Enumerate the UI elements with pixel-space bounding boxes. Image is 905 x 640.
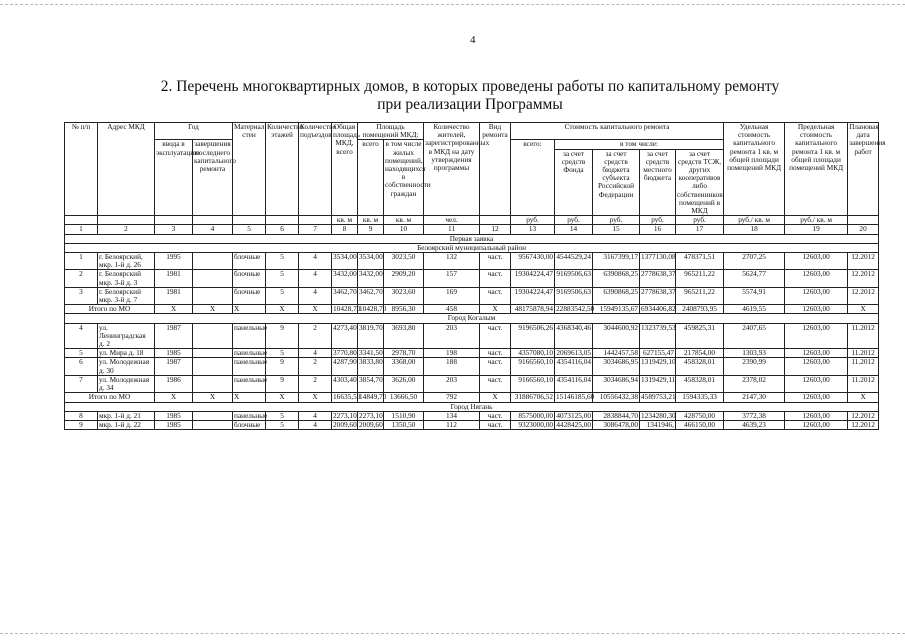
unit-cell: чел. <box>424 216 480 225</box>
table-cell: 13666,50 <box>384 393 424 402</box>
table-cell <box>193 411 233 420</box>
table-cell: 217854,00 <box>676 349 724 358</box>
table-cell: 4 <box>299 253 332 270</box>
table-cell: X <box>193 305 233 314</box>
table-cell: 1995 <box>155 253 193 270</box>
table-cell: ул. Ленинградская д. 2 <box>98 323 155 349</box>
col-owners-header: за счет средств ТСЖ, других кооперативов либо собственников помещений в МКД <box>677 148 723 216</box>
table-cell: 8 <box>332 225 358 234</box>
table-cell: 4073125,00 <box>556 410 592 420</box>
table-cell: част. <box>480 323 511 349</box>
table-cell: X <box>233 305 266 314</box>
table-cell: ул. Мира д. 18 <box>98 349 155 358</box>
table-cell: 2 <box>299 323 332 349</box>
table-cell: 4639,23 <box>724 420 785 429</box>
table-cell: 7 <box>299 225 332 234</box>
table-cell: 5 <box>266 270 299 287</box>
col-last-repair-header: завершения последнего капитального ремонта <box>193 140 233 216</box>
page-number: 4 <box>470 34 476 46</box>
table-cell: X <box>155 305 193 314</box>
table-cell: 5 <box>266 349 299 358</box>
title-line-2: при реализации Программы <box>377 96 563 113</box>
title-line-1: 2. Перечень многоквартирных домов, в которых проведены работы по капитальному ремонту <box>160 78 780 95</box>
table-cell: 12.2012 <box>848 411 879 420</box>
table-cell: 4 <box>299 349 332 358</box>
table-cell: 48175878,94 <box>511 305 555 314</box>
table-row <box>65 323 879 349</box>
table-cell: 2778638,37 <box>640 287 676 304</box>
table-cell <box>193 323 233 349</box>
table-cell: 1985 <box>155 411 193 420</box>
table-cell: 10 <box>384 225 424 234</box>
table-cell: част. <box>480 253 511 270</box>
table-cell: 1319429,10 <box>640 358 676 375</box>
table-cell: 4 <box>299 411 332 420</box>
table-cell <box>193 253 233 270</box>
table-cell: 4354116,04 <box>555 375 593 392</box>
table-cell: блочные <box>233 287 266 304</box>
bottom-rule <box>0 633 905 634</box>
table-cell: 16635,50 <box>333 392 361 402</box>
table-cell: X <box>155 393 193 402</box>
table-cell: 8575000,00 <box>511 411 555 420</box>
table-cell: 3368,00 <box>384 358 424 375</box>
table-cell: 12603,00 <box>785 253 848 270</box>
table-cell: мкр. 1-й д. 21 <box>98 411 155 420</box>
table-cell: 13 <box>511 225 555 234</box>
table-cell: 1442457,58 <box>593 349 640 358</box>
table-cell: 3023,60 <box>384 287 424 304</box>
table-cell: 4589753,21 <box>641 392 676 402</box>
table-cell: 9169506,63 <box>555 270 593 287</box>
table-cell: ул. Молодежная д. 34 <box>98 375 155 392</box>
table-cell: Город Нягань <box>65 402 879 411</box>
table-cell: 2909,20 <box>384 270 424 287</box>
table-cell: 2407,65 <box>724 323 785 349</box>
table-cell: 6 <box>266 225 299 234</box>
table-cell: 2 <box>98 225 155 234</box>
col-cost-incl-header: в том числе: <box>555 140 724 149</box>
table-cell: 12.2012 <box>848 253 879 270</box>
table-cell: 19304224,47 <box>511 287 555 304</box>
table-cell: 22883542,50 <box>556 304 595 314</box>
table-cell <box>193 349 233 358</box>
table-cell: 4357080,10 <box>511 349 555 358</box>
table-cell: 1981 <box>155 270 193 287</box>
district-row <box>65 402 879 411</box>
table-cell: 4544529,24 <box>555 253 593 270</box>
col-max-cost-header: Предельная стоимость капитального ремонта 1 кв. м общей площади помещений МКД <box>785 123 848 216</box>
table-cell: Первая заявка <box>65 234 879 243</box>
table-row <box>65 253 879 270</box>
table-cell: 4 <box>193 225 233 234</box>
table-cell: 9 <box>358 225 384 234</box>
document-title <box>150 78 790 114</box>
table-cell: 2707,25 <box>724 253 785 270</box>
district-row <box>65 314 879 323</box>
table-cell: панельные <box>233 358 266 375</box>
table-cell: 2 <box>299 358 332 375</box>
col-repair-type-header: Вид ремонта <box>480 123 511 216</box>
col-wall-header: Материал стен <box>233 123 266 216</box>
table-cell: 12 <box>480 225 511 234</box>
table-cell: 8 <box>65 411 98 420</box>
table-cell: 6390868,25 <box>593 270 640 287</box>
table-cell: 1303,93 <box>724 349 785 358</box>
table-cell: 9166560,10 <box>511 358 555 375</box>
table-cell: 627155,47 <box>640 349 676 358</box>
table-cell: 5 <box>266 420 299 429</box>
top-rule <box>0 4 905 5</box>
table-body <box>65 225 879 430</box>
col-residents-header: Количество жителей, зарегистрированных в МКД на дату утверждения программы <box>424 123 480 216</box>
col-commission-header: ввода в эксплуатацию <box>155 140 193 216</box>
table-cell: панельные <box>233 375 266 392</box>
table-cell: 12603,00 <box>785 411 848 420</box>
table-cell: 6390868,25 <box>593 287 640 304</box>
table-cell: 12603,00 <box>785 393 848 402</box>
table-cell: 11 <box>424 225 480 234</box>
table-cell: 12.2012 <box>848 287 879 304</box>
table-cell: 4 <box>299 270 332 287</box>
table-row <box>65 358 879 375</box>
table-cell: 7 <box>65 375 98 392</box>
table-cell: 3772,38 <box>724 411 785 420</box>
table-cell: 134 <box>424 411 480 420</box>
table-cell: 4354116,04 <box>555 358 593 375</box>
table-cell: 17 <box>676 225 724 234</box>
table-cell: част. <box>480 349 511 358</box>
table-cell <box>193 270 233 287</box>
table-cell: 2147,30 <box>724 393 785 402</box>
table-cell: 6 <box>65 358 98 375</box>
table-cell: 19 <box>785 225 848 234</box>
table-cell: 5574,91 <box>724 287 785 304</box>
col-regional-header: за счет средств бюджета субъекта Российской Федерации <box>593 149 640 216</box>
table-cell: X <box>299 305 332 314</box>
table-cell: 1 <box>65 253 98 270</box>
table-cell: 3432,00 <box>358 270 384 287</box>
table-cell: 478371,51 <box>676 253 724 270</box>
table-cell <box>193 420 233 429</box>
col-cost-header: Стоимость капитального ремонта <box>511 123 724 140</box>
table-cell: 5 <box>65 349 98 358</box>
table-cell: 3432,00 <box>332 270 358 287</box>
table-cell: X <box>480 393 511 402</box>
col-fund-header: за счет средств Фонда <box>555 149 593 216</box>
table-cell: 4368340,46 <box>555 323 593 349</box>
houses-table <box>64 122 886 430</box>
table-cell <box>193 358 233 375</box>
unit-cell: руб. <box>640 216 676 225</box>
table-cell: X <box>266 305 299 314</box>
table-cell: 4273,40 <box>332 323 358 349</box>
table-cell: 4 <box>299 287 332 304</box>
table-cell: 3854,70 <box>358 375 384 392</box>
table-cell: X <box>193 393 233 402</box>
table-cell: 31886706,52 <box>511 393 555 402</box>
table-cell: 2 <box>65 270 98 287</box>
table-cell: 11.2012 <box>848 323 879 349</box>
table-cell: 1985 <box>155 349 193 358</box>
table-cell: 9 <box>266 323 299 349</box>
table-cell: 3034686,95 <box>593 358 640 375</box>
table-cell: 1319429,11 <box>640 375 676 392</box>
table-cell: 203 <box>424 375 480 392</box>
table-cell: X <box>233 393 266 402</box>
table-cell: 188 <box>424 358 480 375</box>
table-cell: 2408793,95 <box>676 305 724 314</box>
table-cell: 11.2012 <box>848 375 879 392</box>
table-cell: 9 <box>266 358 299 375</box>
table-cell: 12.2012 <box>848 420 879 429</box>
table-cell: 4 <box>65 323 98 349</box>
table-cell: 11.2012 <box>848 349 879 358</box>
table-cell: Город Когалым <box>65 314 879 323</box>
table-cell: 792 <box>424 393 480 402</box>
table-cell: част. <box>480 411 511 420</box>
table-cell: 2009,60 <box>359 419 383 429</box>
table-cell: 9323000,00 <box>511 420 555 429</box>
table-cell: 1981 <box>155 287 193 304</box>
table-cell: 19304224,47 <box>511 270 555 287</box>
table-cell: 12603,00 <box>785 420 848 429</box>
table-cell: 10428,70 <box>359 304 387 314</box>
table-cell: X <box>848 393 879 402</box>
table-cell: 18 <box>724 225 785 234</box>
table-cell: 12603,00 <box>785 349 848 358</box>
table-cell: 458 <box>424 305 480 314</box>
table-cell: 458328,01 <box>676 358 724 375</box>
col-entrances-header: Количество подъездов <box>299 123 332 216</box>
col-unit-cost-header: Удельная стоимость капитального ремонта 1 кв. м общей площади помещений МКД <box>724 123 785 216</box>
table-cell: 12603,00 <box>785 358 848 375</box>
table-cell: 466150,00 <box>676 420 724 429</box>
section-row <box>65 234 879 243</box>
table-cell: 1341946, <box>640 420 676 429</box>
table-cell: 3693,80 <box>384 323 424 349</box>
table-cell: 1377130,08 <box>640 253 676 270</box>
table-cell: 14 <box>555 225 593 234</box>
table-cell: 15 <box>593 225 640 234</box>
table-cell: 1234280,30 <box>641 410 676 420</box>
table-cell: 3626,00 <box>384 375 424 392</box>
table-cell: 5624,77 <box>724 270 785 287</box>
table-row <box>65 287 879 304</box>
table-cell: X <box>299 393 332 402</box>
table-cell: 4428425,00 <box>556 419 592 429</box>
unit-cell: руб. <box>511 216 555 225</box>
table-cell: 3341,50 <box>359 348 383 358</box>
table-cell: блочные <box>233 420 266 429</box>
table-cell: 112 <box>424 420 480 429</box>
table-cell: част. <box>480 358 511 375</box>
table-cell: Итого по МО <box>65 305 155 314</box>
table-cell: блочные <box>233 270 266 287</box>
table-cell: 2009,60 <box>333 419 357 429</box>
table-cell: г. Белоярский мкр. 3-й д. 3 <box>98 270 155 287</box>
unit-cell: кв. м <box>332 216 358 225</box>
table-cell: X <box>266 393 299 402</box>
unit-cell: руб./ кв. м <box>785 216 848 225</box>
table-cell: 12.2012 <box>848 270 879 287</box>
table-cell: 2978,70 <box>384 349 424 358</box>
table-cell <box>193 287 233 304</box>
unit-cell: руб. <box>555 216 593 225</box>
table-cell: 3833,80 <box>358 358 384 375</box>
table-cell: г. Белоярский мкр. 3-й д. 7 <box>98 287 155 304</box>
table-cell: 4 <box>299 420 332 429</box>
table-cell: 3770,80 <box>333 348 357 358</box>
table-cell: 2273,10 <box>333 410 357 420</box>
table-cell: панельные <box>233 323 266 349</box>
total-row <box>65 393 879 402</box>
table-cell: 4619,55 <box>724 305 785 314</box>
table-cell: 1 <box>65 225 98 234</box>
col-residential-header: в том числе жилых помещений, находящихся в собственности граждан <box>384 140 424 216</box>
table-cell <box>193 375 233 392</box>
table-cell: 3534,00 <box>358 253 384 270</box>
table-cell: 16 <box>640 225 676 234</box>
table-cell: 2778638,37 <box>640 270 676 287</box>
table-cell: 132 <box>424 253 480 270</box>
table-cell: 157 <box>424 270 480 287</box>
unit-cell: кв. м <box>358 216 384 225</box>
unit-cell: руб./ кв. м <box>724 216 785 225</box>
table-cell: 5 <box>233 225 266 234</box>
table-cell: 3462,70 <box>358 287 384 304</box>
table-cell: 1350,50 <box>384 420 424 429</box>
table-cell: 6934406,82 <box>641 304 676 314</box>
table-cell: 4287,90 <box>332 358 358 375</box>
table-cell: 428750,00 <box>676 411 724 420</box>
table-cell: X <box>848 305 879 314</box>
table-cell: 2390,99 <box>724 358 785 375</box>
table-cell: 12603,00 <box>785 270 848 287</box>
unit-cell: руб. <box>676 216 724 225</box>
table-cell: 198 <box>424 349 480 358</box>
table-row <box>65 270 879 287</box>
table-cell: 14849,70 <box>359 392 387 402</box>
table-cell: 5 <box>266 253 299 270</box>
table-cell: панельные <box>234 410 268 420</box>
col-cost-total-header: всего: <box>511 140 555 216</box>
table-cell: 2378,02 <box>724 375 785 392</box>
table-cell: 9169506,63 <box>555 287 593 304</box>
table-cell: 4303,40 <box>332 375 358 392</box>
table-cell: 8956,30 <box>384 305 424 314</box>
table-cell: 1986 <box>155 375 193 392</box>
table-cell: 3534,00 <box>332 253 358 270</box>
unit-cell: руб. <box>593 216 640 225</box>
col-year-header: Год <box>155 123 233 140</box>
table-cell: 12603,00 <box>785 305 848 314</box>
table-cell: 1594335,33 <box>676 393 724 402</box>
table-cell: 12603,00 <box>785 375 848 392</box>
table-cell: част. <box>480 375 511 392</box>
table-cell: 12603,00 <box>785 287 848 304</box>
table-cell: 3167399,17 <box>593 253 640 270</box>
table-cell: 1323739,53 <box>640 323 676 349</box>
table-cell: г. Белоярский, мкр. 1-й д. 26 <box>98 253 155 270</box>
table-cell: 3 <box>155 225 193 234</box>
table-cell: мкр. 1-й д. 22 <box>98 420 155 429</box>
table-cell: 2 <box>299 375 332 392</box>
table-cell: 1987 <box>155 358 193 375</box>
col-premises-header: Площадь помещений МКД: <box>358 123 424 140</box>
table-cell: 169 <box>424 287 480 304</box>
table-cell: 9 <box>266 375 299 392</box>
table-cell: 965211,22 <box>676 270 724 287</box>
col-total-area-header: Общая площадь МКД, всего <box>332 123 358 216</box>
table-row <box>65 375 879 392</box>
table-cell: 20 <box>848 225 879 234</box>
table-header <box>65 122 886 225</box>
table-cell: 1510,90 <box>384 411 424 420</box>
table-cell: 10428,70 <box>333 304 361 314</box>
col-premises-total-header: всего <box>358 140 384 216</box>
table-cell: 1987 <box>155 323 193 349</box>
table-cell: 15146185,60 <box>556 392 595 402</box>
table-row <box>65 420 879 429</box>
table-cell: 3034686,94 <box>593 375 640 392</box>
col-date-header: Плановая дата завершения работ <box>848 123 879 216</box>
table-cell: 9196506,26 <box>511 323 555 349</box>
table-cell: 15949135,67 <box>593 305 640 314</box>
table-cell: 3044600,92 <box>593 323 640 349</box>
table-cell: 9567430,00 <box>511 253 555 270</box>
table-cell: Итого по МО <box>65 393 155 402</box>
table-cell: 9 <box>65 420 98 429</box>
table-cell: блочные <box>233 253 266 270</box>
table-cell: 459825,31 <box>676 323 724 349</box>
col-local-header: за счет средств местного бюджета <box>640 149 676 216</box>
table-cell: част. <box>480 420 511 429</box>
table-cell: част. <box>480 270 511 287</box>
table-cell: 3462,70 <box>332 287 358 304</box>
unit-cell: кв. м <box>384 216 424 225</box>
table-cell: 9166560,10 <box>511 375 555 392</box>
table-cell: 3086478,00 <box>593 420 640 429</box>
table-cell: Белоярский муниципальный район <box>65 243 879 252</box>
table-cell: 10556432,38 <box>593 393 640 402</box>
column-number-row <box>65 225 879 234</box>
table-cell: 5 <box>266 411 299 420</box>
table-cell: 2838844,70 <box>593 411 640 420</box>
table-cell: панельные <box>234 348 268 358</box>
table-cell: 3 <box>65 287 98 304</box>
table-cell: 3023,50 <box>384 253 424 270</box>
table-cell: ул. Молодежная д. 30 <box>98 358 155 375</box>
table-cell: 965211,22 <box>676 287 724 304</box>
table-cell: 12603,00 <box>785 323 848 349</box>
col-address-header: Адрес МКД <box>98 123 155 216</box>
table-cell: 2069613,05 <box>556 348 592 358</box>
table-cell: 458328,01 <box>676 375 724 392</box>
table-cell: 11.2012 <box>848 358 879 375</box>
table-cell: 203 <box>424 323 480 349</box>
table-cell: 3819,70 <box>358 323 384 349</box>
table-cell: X <box>480 305 511 314</box>
col-no-header: № п/п <box>65 123 98 216</box>
col-floors-header: Количество этажей <box>266 123 299 216</box>
table-cell: 5 <box>266 287 299 304</box>
table-cell: 1985 <box>155 420 193 429</box>
table-cell: част. <box>480 287 511 304</box>
table-cell: 2273,10 <box>359 410 383 420</box>
